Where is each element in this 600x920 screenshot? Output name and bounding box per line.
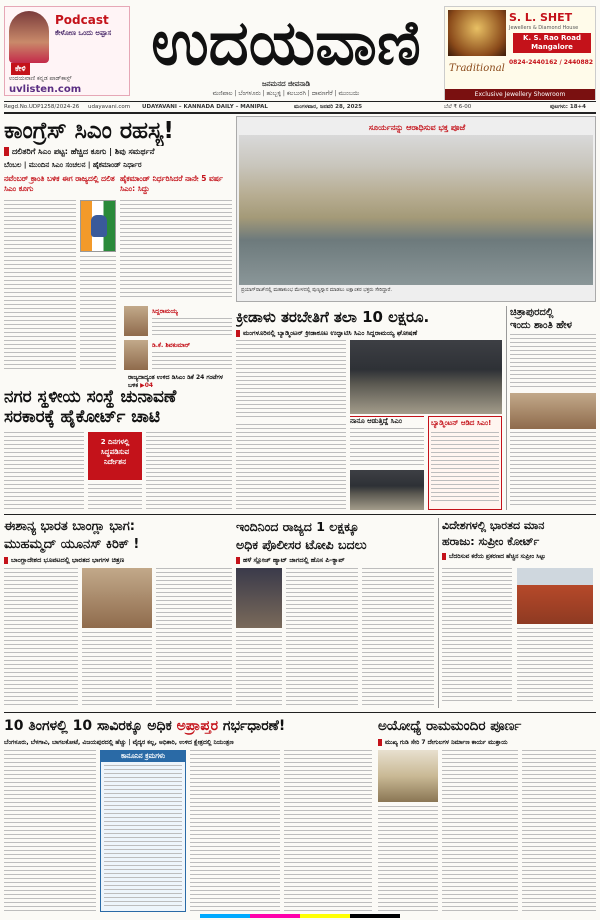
- masthead-editions: ಮಣಿಪಾಲ | ಬೆಂಗಳೂರು | ಹುಬ್ಬಳ್ಳಿ | ಕಲಬುರಗಿ | ದಾವಣಗೆರೆ | ಮುಂಬಯಿ: [212, 90, 360, 97]
- side-headline: ಚಿತ್ರಾಪುರದಲ್ಲಿ: [510, 307, 554, 318]
- police-cap-photo: [236, 568, 282, 628]
- lead-body-col2: [80, 256, 116, 372]
- quote2-name: ಡಿ.ಕೆ. ಶಿವಕುಮಾರ್: [152, 342, 191, 349]
- masthead-title: ಉದಯವಾಣಿ: [151, 6, 421, 79]
- masthead-tagline: ಜನಮನದ ಜೀವನಾಡಿ: [261, 80, 311, 88]
- sports-deck: [236, 329, 502, 338]
- ayodhya-deck-text: ಮುಖ್ಯ ಗುಡಿ ಸೇರಿ 7 ದೇಗುಲಗಳ ನಿರ್ಮಾಣ ಕಾರ್ಯ ಮುಕ್ತಾಯ: [385, 739, 508, 746]
- lead-jump-text: ರಾಜ್ಯದಾದ್ಯಂತ ಉಳಿದ ಡಿಸಿಎಂ ಡಿಕೆ 24 ಗಂಟೆಗಳ ಬಳಿಕ: [128, 374, 223, 389]
- lead-subhead-red: ನವೆಂಬರ್‌ ಕ್ರಾಂತಿ ಬಳಿಕ ಈಗ ರಾಜ್ಯದಲ್ಲಿ ದಲಿತ ಸಿಎಂ ಕೂಗು: [4, 174, 115, 193]
- ayodhya-deck: [378, 738, 596, 747]
- congress-logo: [80, 200, 116, 252]
- teen-headline-end: ಗರ್ಭಧಾರಣೆ!: [218, 718, 286, 734]
- sports-deck-text: ಮಂಗಳೂರಿನಲ್ಲಿ ಬ್ಯಾಡ್ಮಿಂಟನ್‌ ಕ್ರೀಡಾಕೂಟ ಉದ್ಘಾಟಿಸಿ ಸಿಎಂ ಸಿದ್ದರಾಮಯ್ಯ ಘೋಷಣೆ: [243, 329, 418, 337]
- teen-headline[interactable]: [4, 716, 372, 736]
- teen-headline-start: 10 ತಿಂಗಳಲ್ಲಿ 10 ಸಾವಿರಕ್ಕೂ ಅಧಿಕ: [4, 718, 177, 734]
- lead-deck-1: ದಲಿತರಿಗೆ ಸಿಎಂ ಪಟ್ಟ: ಹೆಚ್ಚಿದ ಕೂಗು | ಶಿವು ಸಮರ್ಥನೆ: [4, 147, 232, 157]
- quote1-text: [152, 318, 232, 336]
- sports-headline[interactable]: ಕ್ರೀಡಾಳು ತರಬೇತಿಗೆ ತಲಾ 10 ಲಕ್ಷರೂ.: [236, 308, 430, 326]
- teen-deck: ಬೆಂಗಳೂರು, ಬೆಳಗಾವಿ, ಬಾಗಲಕೋಟೆ, ವಿಜಯಪುರದಲ್ಲಿ ಹೆಚ್ಚು | ವೈದ್ಯರ ಕಲ್ಲ, ಅಧಿಕಾರಿ, ಉಳಿದ ಕ್ಷೇತ್ರದಲ್ಲಿ ನಿಯಂತ್ರಣ: [4, 739, 234, 746]
- bangla-photo: [82, 568, 152, 628]
- police-deck-text: ಹಳೆ ಸ್ಲೋಚ್‌ ಹ್ಯಾಟ್‌ ಜಾಗದಲ್ಲಿ ಹೊಸ ಪಿ-ಕ್ಯಾಪ್‌: [243, 556, 345, 564]
- ad-subtitle: Jewellers & Diamond House: [509, 25, 579, 31]
- lead-body-col1: [4, 200, 76, 372]
- regd-number: Regd.No.UDP1258/2024-26: [4, 104, 80, 110]
- lower-rule: [4, 712, 596, 713]
- kumbh-photo: [236, 116, 596, 302]
- bangla-deck-text: ಬಾಂಗ್ಲಾದೇಶದ ಭೂಪಟದಲ್ಲಿ ಭಾರತದ ಭಾಗಗಳ ಚಿತ್ರಣ: [11, 556, 125, 564]
- sports-caption-2-title: ಬ್ಯಾಡ್ಮಿಂಟನ್‌ ಆಡಿದ ಸಿಎಂ!: [431, 419, 492, 427]
- sports-stage-photo: [350, 340, 502, 414]
- police-deck: [236, 556, 434, 565]
- podcast-title: Podcast: [55, 13, 109, 27]
- court-body: [4, 432, 84, 510]
- page-count: ಪುಟಗಳು: 18+4: [550, 104, 586, 110]
- kumbh-caption: ಪ್ರಯಾಗ್‌ರಾಜ್‌ನಲ್ಲಿ ಮಹಾಕುಂಭ ಮೇಳದಲ್ಲಿ ಪುಣ್ಯಸ್ನಾನ ಮಾಡಲು ಲಕ್ಷಾಂತರ ಭಕ್ತರು ಸೇರಿದ್ದಾರೆ.: [241, 287, 392, 293]
- issue-date: ಮಂಗಳವಾರ, ಜನವರಿ 28, 2025: [294, 104, 363, 110]
- sports-body-2: [236, 424, 346, 510]
- ad-footer: Exclusive Jewellery Showroom: [445, 89, 595, 100]
- mid-rule: [4, 514, 596, 515]
- price: ಬೆಲೆ ₹ 6-00: [444, 104, 472, 110]
- teen-body: [4, 750, 96, 912]
- side-body: [510, 334, 596, 390]
- sc-deck-text: ಬೆದರಿಸುವ ಕರೆಯ ಪ್ರಕರಣದ ಹೆಚ್ಚಿನ ಸುಪ್ರೀಂ ಸಿಟ್ಟು: [449, 553, 546, 560]
- court-body-2: [146, 432, 232, 510]
- ad-brand: S. L. SHET: [509, 11, 573, 24]
- podcast-tagline: ಕೇಳೋಣ ಒಂದು ಅಪ್ಪಾಸ: [55, 29, 112, 37]
- ayodhya-body-3: [522, 750, 596, 912]
- podcast-note: ಉದಯವಾಣಿ ಕನ್ನಡ ಪಾಡ್‌ಕಾಸ್ಟ್: [9, 75, 72, 82]
- teen-body-2: [190, 750, 280, 912]
- info-rule: [4, 112, 596, 114]
- teen-body-3: [284, 750, 372, 912]
- police-headline-2[interactable]: ಅಧಿಕ ಪೊಲೀಸರ ಟೋಪಿ ಬದಲು: [236, 537, 367, 552]
- podcast-brand: ಕೇಳಿ: [11, 63, 30, 75]
- court-box: [88, 432, 142, 480]
- sc-building-photo: [517, 568, 593, 624]
- sports-badminton-photo: [350, 470, 424, 510]
- bangla-body: [4, 568, 78, 706]
- ad-location-line1: K. S. Rao Road: [523, 34, 581, 42]
- lead-subhead-red-2: ಹೈಕಮಾಂಡ್‌ ನಿರ್ಧರಿಸಿದರೆ ನಾನೇ 5 ವರ್ಷ ಸಿಎಂ: ಸಿದ್ದು: [120, 174, 223, 193]
- ad-location-line2: Mangalore: [531, 43, 573, 51]
- bangla-headline-2[interactable]: ಮುಹಮ್ಮದ್‌ ಯೂನಸ್‌ ಕಿರಿಕ್‌ !: [4, 537, 140, 552]
- teen-headline-red: ಅಪ್ರಾಪ್ತರ: [176, 718, 218, 734]
- police-headline[interactable]: ಇಂದಿನಿಂದ ರಾಜ್ಯದ 1 ಲಕ್ಷಕ್ಕೂ: [236, 519, 359, 534]
- teen-law-box-text: [104, 765, 182, 907]
- jeweller-ad[interactable]: [444, 6, 596, 100]
- police-deck-marker: [236, 557, 240, 564]
- bangla-deck: [4, 556, 232, 565]
- info-bar: [4, 102, 596, 112]
- bangla-deck-marker: [4, 557, 8, 564]
- court-box-line1: 2 ದಿನಗಳಲ್ಲಿ: [100, 438, 130, 446]
- daily-name: UDAYAVANI – KANNADA DAILY – MANIPAL: [142, 104, 268, 110]
- court-headline[interactable]: ನಗರ ಸ್ಥಳೀಯ ಸಂಸ್ಥೆ ಚುನಾವಣೆ: [4, 387, 177, 407]
- kumbh-caption-head: ಸೂರ್ಯನನ್ನು ಆರಾಧಿಸುವ ಭಕ್ತ ಪೂಜೆ: [368, 123, 466, 132]
- court-box-line3: ನಿರ್ದೇಶನ: [103, 458, 127, 466]
- ad-tag: Traditional: [449, 63, 505, 74]
- sc-deck-marker: [442, 553, 446, 560]
- lead-body-col3: [120, 200, 232, 300]
- ayodhya-body-2: [442, 750, 518, 912]
- side-body-2: [510, 432, 596, 508]
- bangla-headline[interactable]: ಈಶಾನ್ಯ ಭಾರತ ಬಾಂಗ್ಲಾ ಭಾಗ:: [4, 519, 135, 534]
- teen-law-box-title: ಕಾನೂನಿನ ಕ್ರಮಗಳು: [101, 751, 185, 762]
- siddaramaiah-photo: [124, 306, 148, 336]
- podcast-url[interactable]: uvlisten.com: [9, 84, 82, 95]
- sports-body: [236, 340, 346, 420]
- sc-headline: ವಿದೇಶಗಳಲ್ಲಿ ಭಾರತದ ಮಾನ: [442, 519, 545, 532]
- ayodhya-deck-marker: [378, 739, 382, 746]
- ayodhya-body: [378, 806, 438, 912]
- podcast-host-photo: [9, 11, 49, 63]
- court-headline-2[interactable]: ಸರಕಾರಕ್ಕೆ ಹೈಕೋರ್ಟ್‌ ಚಾಟಿ: [4, 407, 160, 427]
- deck-marker: [4, 147, 9, 156]
- podcast-ad[interactable]: [4, 6, 130, 96]
- lead-jump-page: ▶04: [140, 382, 154, 389]
- ayodhya-headline[interactable]: ಅಯೋಧ್ಯೆ ರಾಮಮಂದಿರ ಪೂರ್ಣ: [378, 718, 522, 734]
- bangla-body-2: [82, 632, 152, 706]
- side-story[interactable]: [506, 306, 596, 510]
- lead-deck-1-text: ದಲಿತರಿಗೆ ಸಿಎಂ ಪಟ್ಟ: ಹೆಚ್ಚಿದ ಕೂಗು: [12, 147, 107, 156]
- teen-law-box: [100, 750, 186, 912]
- police-body: [286, 568, 358, 706]
- hand-icon: [91, 215, 107, 237]
- quote2-text: [152, 352, 232, 370]
- sc-deck: [442, 552, 596, 561]
- ad-location: [513, 33, 591, 53]
- lead-deck-1b: ಶಿವು ಸಮರ್ಥನೆ: [114, 147, 155, 156]
- jewellery-photo: [448, 10, 506, 56]
- kumbh-crowd-image: [239, 135, 593, 285]
- sports-caption-1-text: [350, 428, 424, 468]
- side-photo: [510, 393, 596, 429]
- ayodhya-temple-photo: [378, 750, 438, 802]
- sports-caption-1: ನಾನೂ ಆಡುತ್ತಿದ್ದೆ ಸಿಎಂ: [350, 416, 424, 426]
- sports-caption-2: [428, 416, 502, 510]
- bangla-body-3: [156, 568, 232, 706]
- print-color-bar: [200, 914, 400, 918]
- site-link[interactable]: udayavani.com: [88, 104, 131, 110]
- police-body-2: [362, 568, 434, 706]
- court-box-line2: ಸಿದ್ಧಪಡಿಸುವ: [100, 448, 130, 456]
- sports-caption-2-text: [431, 432, 499, 504]
- lead-headline[interactable]: ಕಾಂಗ್ರೆಸ್‌ ಸಿಎಂ ರಹಸ್ಯ!: [4, 118, 174, 144]
- sports-deck-marker: [236, 330, 240, 337]
- side-headline-2: ಇಂದು ಶಾಂತಿ ಹೇಳ: [510, 320, 572, 331]
- court-body-3: [88, 484, 142, 510]
- ad-phone: 0824-2440162 / 2440882: [509, 59, 594, 66]
- shivakumar-photo: [124, 340, 148, 370]
- police-body-3: [236, 632, 282, 706]
- sc-headline-2: ಹರಾಜು: ಸುಪ್ರೀಂ ಕೋರ್ಟ್‌: [442, 535, 540, 548]
- sc-body-2: [517, 628, 593, 704]
- sc-story[interactable]: [438, 518, 596, 708]
- sc-body: [442, 568, 512, 704]
- quote1-name: ಸಿದ್ದರಾಮಯ್ಯ: [152, 308, 178, 315]
- lead-deck-2: ಬೆಂಬಲ | ಮುಂದಿನ ಸಿಎಂ ಸಂಚಲನ | ಹೈಕಮಾಂಡ್‌ ನಿರ್ಧಾರ: [4, 161, 142, 169]
